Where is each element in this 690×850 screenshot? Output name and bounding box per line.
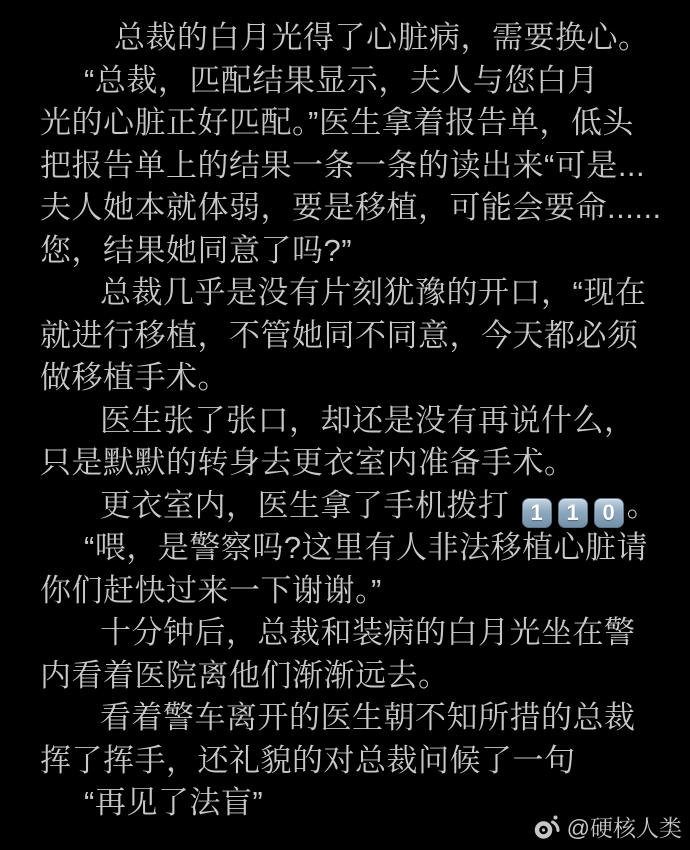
- story-line-text: 您，结果她同意了吗?”: [40, 232, 353, 268]
- story-line-with-keycaps: [40, 485, 670, 528]
- story-line: [40, 442, 670, 485]
- story-line: [40, 740, 670, 783]
- weibo-logo-icon: [533, 814, 562, 840]
- story-line: [40, 697, 670, 740]
- story-line: [40, 272, 670, 315]
- story-line: [40, 357, 670, 400]
- keycap-digit-1-icon: 1: [558, 498, 588, 528]
- story-line-text: 总裁几乎是没有片刻犹豫的开口，“现在: [100, 275, 647, 310]
- story-line: [40, 612, 670, 655]
- story-line-text: 你们赶快过来一下谢谢。”: [40, 572, 382, 608]
- keycap-digit-1-icon: 1: [522, 498, 552, 528]
- story-line-text: 把报告单上的结果一条一条的读出来“可是...: [40, 147, 646, 183]
- story-line-text: 做移植手术。: [40, 360, 229, 395]
- story-line-text: 挥了挥手，还礼貌的对总裁问候了一句: [40, 742, 576, 778]
- story-line: [40, 17, 670, 60]
- story-line-text: 更衣室内，医生拿了手机拨打: [100, 487, 519, 523]
- story-line-text: 。: [626, 487, 659, 523]
- story-line-text: “总裁，匹配结果显示，夫人与您白月: [84, 62, 599, 98]
- keycap-digit-0-icon: 0: [594, 498, 624, 528]
- story-line: [40, 145, 670, 188]
- story-line-text: 只是默默的转身去更衣室内准备手术。: [40, 445, 576, 480]
- story-line: [40, 230, 670, 273]
- story-text-block: [40, 17, 670, 825]
- story-line-text: 十分钟后，总裁和装病的白月光坐在警: [100, 615, 636, 650]
- story-line-text: 总裁的白月光得了心脏病，需要换心。: [114, 20, 650, 55]
- story-line: [40, 655, 670, 698]
- story-line: [40, 570, 670, 613]
- watermark: [533, 810, 682, 843]
- story-line: [40, 315, 670, 358]
- story-line-text: “再见了法盲”: [84, 785, 264, 820]
- story-line-text: 就进行移植，不管她同不同意，今天都必须: [40, 317, 639, 353]
- story-line-text: 夫人她本就体弱，要是移植，可能会要命......: [40, 190, 662, 225]
- story-line-text: 医生张了张口，却还是没有再说什么，: [100, 402, 636, 438]
- story-line-text: 内看着医院离他们渐渐远去。: [40, 657, 450, 693]
- story-line-text: 看着警车离开的医生朝不知所措的总裁: [100, 700, 636, 735]
- story-line: [40, 400, 670, 443]
- story-line: [40, 527, 670, 570]
- watermark-handle: @硬核人类: [566, 815, 682, 841]
- story-line: [40, 187, 670, 230]
- story-line-text: “喂，是警察吗?这里有人非法移植心脏请: [84, 530, 649, 565]
- story-line: [40, 102, 670, 145]
- story-line: [40, 60, 670, 103]
- story-line-text: 光的心脏正好匹配。”医生拿着报告单，低头: [40, 105, 634, 140]
